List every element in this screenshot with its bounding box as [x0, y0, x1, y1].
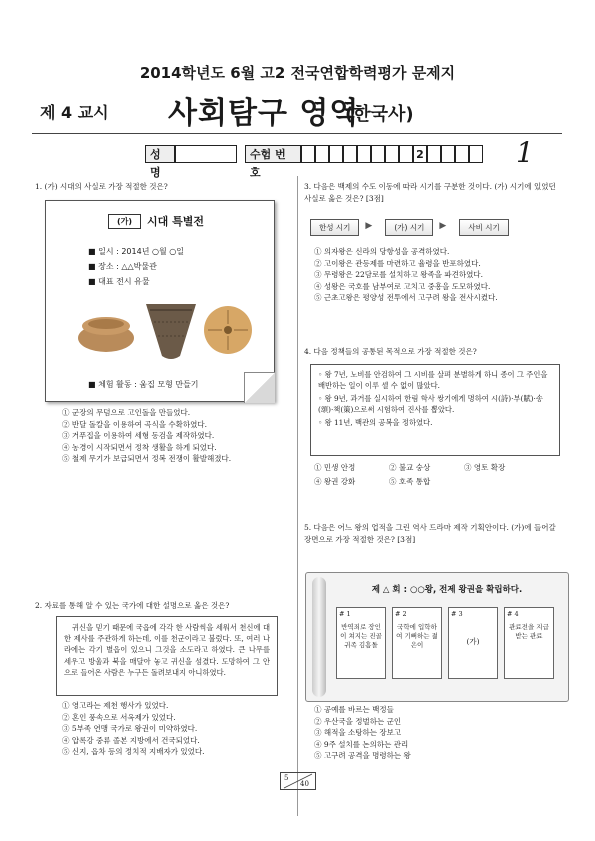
page-number: 1	[516, 136, 534, 169]
q5-scenes	[336, 607, 554, 679]
q5-episode-title: 제 △ 회 : ○○왕, 전제 왕권을 확립하다.	[371, 585, 523, 595]
header-rule	[32, 133, 562, 134]
scene-text: (가)	[466, 637, 480, 646]
scene-text: 국학에 입학하여 기뻐하는 젊은이	[396, 623, 438, 649]
page-counter	[280, 772, 316, 790]
q5-option[interactable]: ④ 9주 설치를 논의하는 관리	[314, 739, 409, 749]
q1-option[interactable]: ② 반달 돌칼을 이용하여 곡식을 수확하였다.	[62, 419, 207, 429]
id-cell[interactable]	[329, 145, 343, 163]
q5-drama-scroll	[305, 572, 569, 702]
arrow-right-icon: ▶	[365, 221, 373, 231]
q4-option[interactable]: ③ 영토 확장	[464, 463, 506, 472]
q1-options	[62, 407, 231, 465]
q2-options	[62, 700, 205, 758]
id-cell[interactable]	[441, 145, 455, 163]
poster-place-row	[88, 259, 184, 274]
bullet-icon: ■	[88, 277, 99, 286]
q4-policy-box	[310, 364, 560, 456]
q3-era-timeline	[310, 219, 509, 236]
spindle-whorl-icon	[204, 306, 252, 354]
q3-option[interactable]: ② 고이왕은 관등제를 마련하고 율령을 반포하였다.	[314, 258, 481, 268]
q1-option[interactable]: ① 군장의 무덤으로 고인돌을 만들었다.	[62, 408, 191, 417]
poster-title-row	[108, 213, 204, 229]
q4-options	[314, 462, 564, 487]
scene-text: 관료전을 지급 받는 관료	[509, 623, 549, 640]
q5-options	[314, 704, 411, 762]
poster-exhibit: 대표 전시 유물	[98, 277, 150, 286]
column-divider	[297, 176, 298, 816]
q2-passage-box	[56, 616, 278, 696]
poster-date: 일시 : 2014년 ○월 ○일	[98, 247, 184, 256]
q3-options	[314, 246, 498, 304]
q2-stem: 2. 자료를 통해 알 수 있는 국가에 대한 설명으로 옳은 것은?	[35, 601, 230, 610]
subject-subtitle: (한국사)	[345, 104, 414, 125]
q5-option[interactable]: ③ 해적을 소탕하는 장보고	[314, 728, 402, 737]
q4-policy-item: ◦ 왕 7년, 노비를 안검하여 그 시비를 살펴 분별하게 하니 종이 그 주인을 배반하는 일이 이루 셀 수 없이 많았다.	[318, 370, 548, 390]
q5-scene	[448, 607, 498, 679]
info-table	[145, 145, 483, 179]
id-cell[interactable]	[469, 145, 483, 163]
artifact-images	[76, 296, 256, 361]
name-label: 성명	[145, 145, 175, 163]
saddle-quern-icon	[78, 317, 134, 352]
q4-stem: 4. 다음 정책들의 공통된 목적으로 가장 적절한 것은?	[304, 347, 477, 356]
page-curl-icon	[244, 372, 275, 403]
q2-option[interactable]: ③ 5부족 연맹 국가로 왕권이 미약하였다.	[62, 724, 198, 733]
id-cell[interactable]	[385, 145, 399, 163]
q5-option[interactable]: ② 우산국을 정벌하는 군인	[314, 716, 402, 726]
scroll-roll-icon	[312, 577, 326, 697]
q3-option[interactable]: ⑤ 근초고왕은 평양성 전투에서 고구려 왕을 전사시켰다.	[314, 293, 498, 302]
bullet-icon: ■	[88, 247, 99, 256]
q1-option[interactable]: ③ 거푸집을 이용하여 세형 동검을 제작하였다.	[62, 431, 215, 440]
poster-title: 시대 특별전	[147, 215, 205, 228]
q1-poster	[45, 200, 275, 402]
id-cell[interactable]	[301, 145, 315, 163]
q3-option[interactable]: ③ 무령왕은 22담로를 설치하고 왕족을 파견하였다.	[314, 270, 484, 279]
id-cell[interactable]	[455, 145, 469, 163]
scene-number: # 1	[339, 610, 351, 618]
scene-text: 반역죄로 장인이 쳐지는 진골 귀족 김흠돌	[340, 623, 382, 649]
id-label: 수험 번호	[245, 145, 301, 163]
poster-details	[88, 244, 184, 289]
bullet-icon: ■	[88, 262, 99, 271]
q2-option[interactable]: ① 영고라는 제천 행사가 있었다.	[62, 701, 169, 710]
q3-option[interactable]: ④ 성왕은 국호를 남부여로 고치고 중흥을 도모하였다.	[314, 281, 491, 291]
comb-pottery-icon	[146, 304, 196, 359]
poster-activity-row	[88, 379, 199, 390]
q5-scene	[336, 607, 386, 679]
page-counter-total: 40	[300, 780, 309, 788]
q4-policy-item: ◦ 왕 11년, 백관의 공복을 정하였다.	[318, 418, 433, 427]
id-cell[interactable]	[399, 145, 413, 163]
q5-scene	[392, 607, 442, 679]
arrow-right-icon: ▶	[439, 221, 447, 231]
id-cell[interactable]	[371, 145, 385, 163]
q1-stem: 1. (가) 시대의 사실로 가장 적절한 것은?	[35, 182, 168, 191]
q5-stem: 5. 다음은 어느 왕의 업적을 그린 역사 드라마 제작 기획안이다. (가)에 들어갈 장면으로 가장 적절한 것은? [3점]	[304, 523, 556, 544]
name-field[interactable]	[175, 145, 237, 163]
id-cell-digit: 2	[413, 145, 427, 163]
scene-number: # 4	[507, 610, 519, 618]
q3-stem: 3. 다음은 백제의 수도 이동에 따라 시기를 구분한 것이다. (가) 시기에 있었던 사실로 옳은 것은? [3점]	[304, 182, 556, 203]
q4-option[interactable]: ① 민생 안정	[314, 463, 356, 472]
q3-option[interactable]: ① 의자왕은 신라의 당항성을 공격하였다.	[314, 247, 450, 256]
q5-option[interactable]: ⑤ 고구려 공격을 명령하는 왕	[314, 751, 411, 760]
id-cell[interactable]	[357, 145, 371, 163]
q4-option[interactable]: ② 불교 숭상	[389, 463, 431, 472]
poster-date-row	[88, 244, 184, 259]
q4-option[interactable]: ⑤ 호족 통합	[389, 476, 431, 486]
q2-passage: 귀신을 믿기 때문에 국읍에 각각 한 사람씩을 세워서 천신에 대한 제사를 주관하게 하는데, 이를 천군이라고 불렀다. 또, 여러 나라에는 각기 별읍이 있으니 그것을 소도라고 하였다. 큰 나무를 세우고 방울과 북을 매달아 놓고 귀신을 섬겼다. 도망하여 그 안으로 들어온 사람은 누구든 돌려보내지 아니하였다.	[64, 623, 270, 677]
period-label: 제 4 교시	[40, 103, 109, 122]
poster-exhibit-row	[88, 274, 184, 289]
q2-option[interactable]: ⑤ 신지, 읍차 등의 정치적 지배자가 있었다.	[62, 747, 205, 756]
q4-policy-item: ◦ 왕 9년, 과거를 실시하여 한림 학사 쌍기에게 명하여 시(詩)·부(賦)·송(頌)·책(策)으로써 시험하여 진사를 뽑았다.	[318, 394, 543, 414]
q2-option[interactable]: ④ 압록강 중류 졸본 지방에서 건국되었다.	[62, 735, 200, 745]
q1-option[interactable]: ④ 농경이 시작되면서 정착 생활을 하게 되었다.	[62, 442, 217, 452]
exam-header: 2014학년도 6월 고2 전국연합학력평가 문제지	[139, 64, 456, 82]
id-cell[interactable]	[427, 145, 441, 163]
era-ga: (가) 시기	[385, 219, 433, 236]
scene-number: # 3	[451, 610, 463, 618]
poster-activity: 체험 활동 : 움집 모형 만들기	[98, 380, 199, 389]
q1-option[interactable]: ⑤ 철제 무기가 보급되면서 정복 전쟁이 활발해졌다.	[62, 454, 232, 463]
poster-ga-box: (가)	[108, 214, 141, 229]
era-hanseong: 한성 시기	[310, 219, 359, 236]
q5-option[interactable]: ① 공예를 바르는 백정들	[314, 705, 394, 714]
era-sabi: 사비 시기	[459, 219, 508, 236]
q2-option[interactable]: ② 혼인 풍속으로 서옥제가 있었다.	[62, 712, 176, 722]
poster-place: 장소 : △△박물관	[98, 262, 157, 271]
scene-number: # 2	[395, 610, 407, 618]
id-cell[interactable]	[343, 145, 357, 163]
q4-option[interactable]: ④ 왕권 강화	[314, 476, 356, 486]
subject-title: 사회탐구 영역	[168, 96, 360, 131]
q5-scene	[504, 607, 554, 679]
bullet-icon: ■	[88, 380, 99, 389]
id-cell[interactable]	[315, 145, 329, 163]
page-counter-current: 5	[284, 774, 289, 782]
